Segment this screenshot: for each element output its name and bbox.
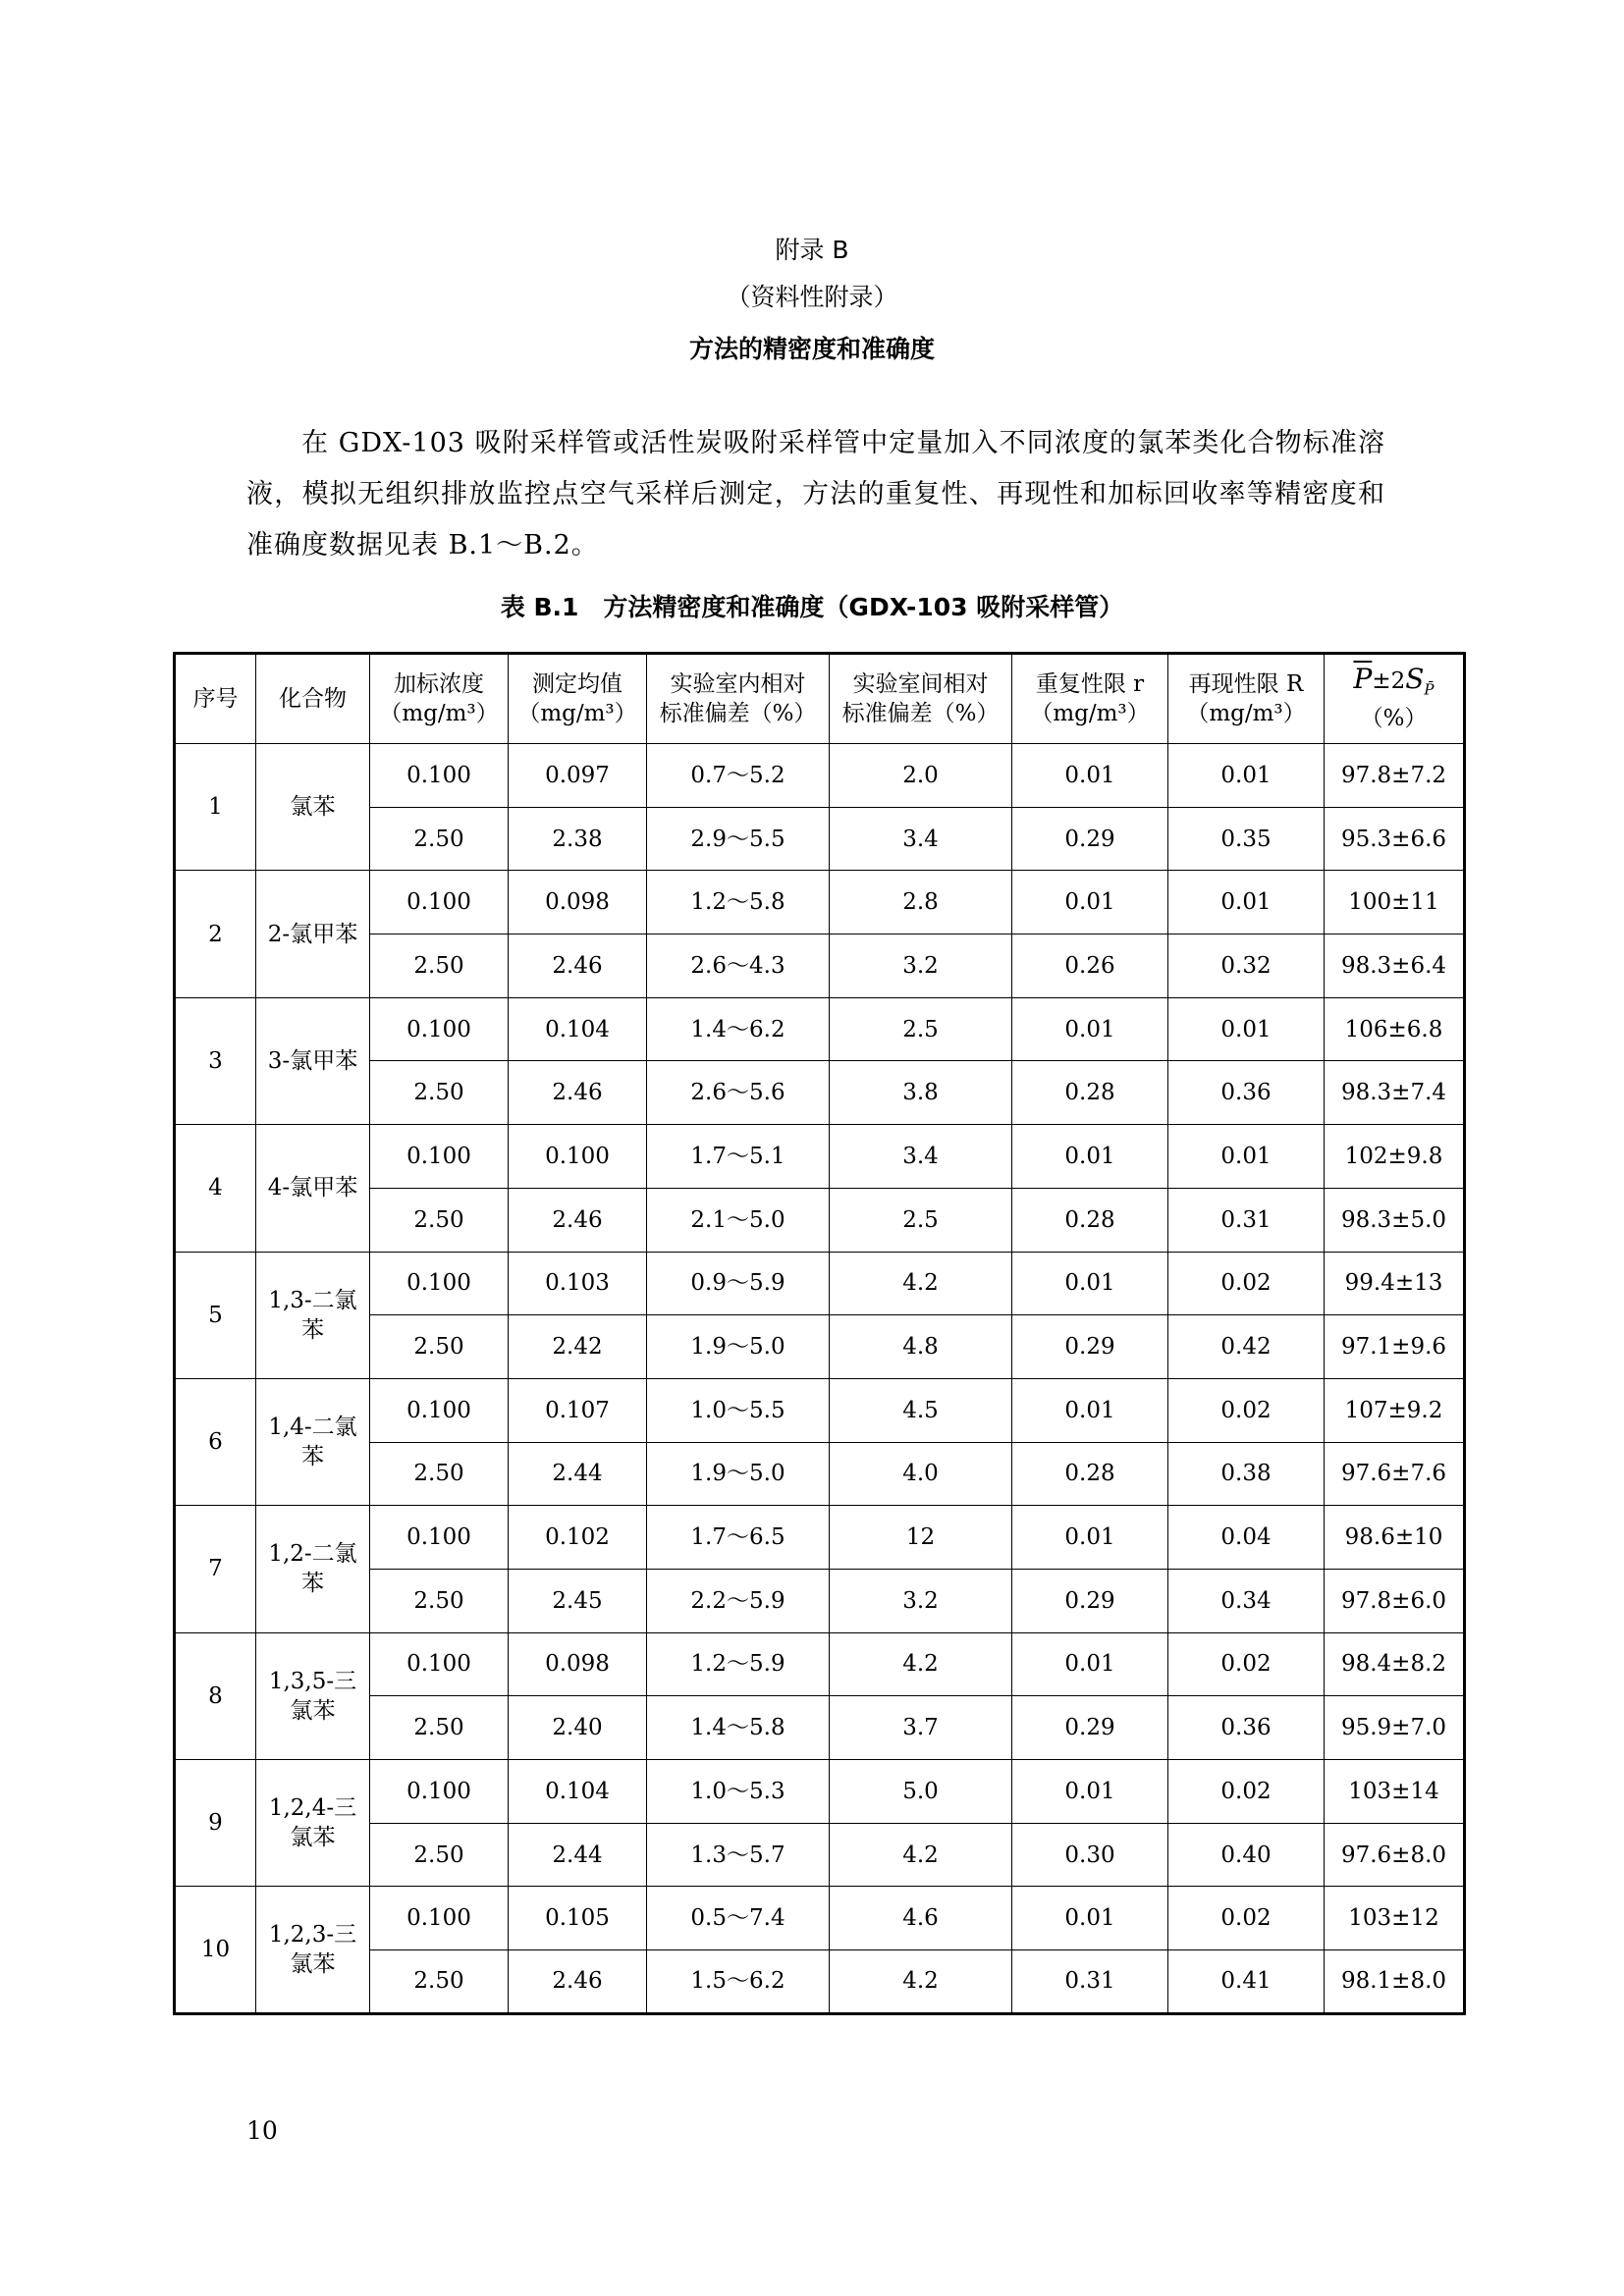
cell-measured-mean: 2.44 (509, 1823, 647, 1887)
cell-reproducibility-limit: 0.02 (1168, 1887, 1325, 1950)
cell-spike-concentration: 2.50 (370, 1696, 509, 1760)
cell-spike-concentration: 0.100 (370, 1760, 509, 1824)
p-bar-symbol: $\overline{P}$ (1353, 662, 1373, 695)
table-row (175, 1760, 1465, 1824)
table-row (175, 1506, 1465, 1570)
cell-spike-concentration: 0.100 (370, 1125, 509, 1189)
cell-intralab-rsd: 1.7～5.1 (647, 1125, 830, 1189)
cell-no: 10 (175, 1887, 256, 2013)
cell-reproducibility-limit: 0.36 (1168, 1696, 1325, 1760)
cell-reproducibility-limit: 0.34 (1168, 1569, 1325, 1632)
cell-reproducibility-limit: 0.04 (1168, 1506, 1325, 1570)
cell-intralab-rsd: 1.9～5.0 (647, 1315, 830, 1379)
cell-measured-mean: 0.102 (509, 1506, 647, 1570)
cell-intralab-rsd: 1.4～5.8 (647, 1696, 830, 1760)
cell-no: 9 (175, 1760, 256, 1887)
cell-intralab-rsd: 1.7～6.5 (647, 1506, 830, 1570)
cell-reproducibility-limit: 0.01 (1168, 997, 1325, 1061)
cell-measured-mean: 2.38 (509, 807, 647, 871)
cell-intralab-rsd: 2.2～5.9 (647, 1569, 830, 1632)
cell-reproducibility-limit: 0.38 (1168, 1442, 1325, 1506)
cell-interlab-rsd: 4.0 (830, 1442, 1012, 1506)
cell-repeatability-limit: 0.01 (1012, 871, 1168, 934)
cell-interlab-rsd: 4.8 (830, 1315, 1012, 1379)
cell-recovery: 103±12 (1325, 1887, 1465, 1950)
cell-spike-concentration: 0.100 (370, 1378, 509, 1442)
cell-reproducibility-limit: 0.02 (1168, 1378, 1325, 1442)
cell-reproducibility-limit: 0.31 (1168, 1188, 1325, 1252)
cell-measured-mean: 2.46 (509, 1061, 647, 1125)
cell-reproducibility-limit: 0.02 (1168, 1632, 1325, 1696)
cell-recovery: 97.8±6.0 (1325, 1569, 1465, 1632)
cell-repeatability-limit: 0.28 (1012, 1442, 1168, 1506)
cell-spike-concentration: 0.100 (370, 871, 509, 934)
cell-recovery: 98.4±8.2 (1325, 1632, 1465, 1696)
cell-reproducibility-limit: 0.32 (1168, 934, 1325, 998)
table-row (175, 1378, 1465, 1442)
cell-measured-mean: 0.107 (509, 1378, 647, 1442)
table-row (175, 1252, 1465, 1315)
cell-interlab-rsd: 3.2 (830, 1569, 1012, 1632)
cell-reproducibility-limit: 0.41 (1168, 1950, 1325, 2014)
header-intralab-rsd: 实验室内相对 标准偏差（%） (647, 654, 830, 744)
header-compound: 化合物 (256, 654, 370, 744)
cell-intralab-rsd: 1.2～5.9 (647, 1632, 830, 1696)
cell-interlab-rsd: 3.4 (830, 807, 1012, 871)
cell-recovery: 98.3±6.4 (1325, 934, 1465, 998)
cell-spike-concentration: 2.50 (370, 1315, 509, 1379)
cell-intralab-rsd: 2.6～5.6 (647, 1061, 830, 1125)
cell-recovery: 95.3±6.6 (1325, 807, 1465, 871)
cell-spike-concentration: 2.50 (370, 1569, 509, 1632)
cell-recovery: 98.6±10 (1325, 1506, 1465, 1570)
intro-paragraph: 在 GDX-103 吸附采样管或活性炭吸附采样管中定量加入不同浓度的氯苯类化合物标准溶液，模拟无组织排放监控点空气采样后测定，方法的重复性、再现性和加标回收率等精密度和准确度数据见表 B.1～B.2。 (246, 428, 1385, 561)
cell-compound: 1,4-二氯苯 (256, 1378, 370, 1505)
header-no: 序号 (175, 654, 256, 744)
cell-intralab-rsd: 2.6～4.3 (647, 934, 830, 998)
cell-intralab-rsd: 1.0～5.5 (647, 1378, 830, 1442)
cell-spike-concentration: 0.100 (370, 997, 509, 1061)
cell-interlab-rsd: 3.4 (830, 1125, 1012, 1189)
cell-measured-mean: 2.46 (509, 1950, 647, 2014)
cell-reproducibility-limit: 0.02 (1168, 1252, 1325, 1315)
cell-repeatability-limit: 0.29 (1012, 1315, 1168, 1379)
cell-intralab-rsd: 2.1～5.0 (647, 1188, 830, 1252)
cell-repeatability-limit: 0.31 (1012, 1950, 1168, 2014)
cell-repeatability-limit: 0.01 (1012, 997, 1168, 1061)
cell-measured-mean: 2.46 (509, 934, 647, 998)
cell-repeatability-limit: 0.28 (1012, 1061, 1168, 1125)
cell-intralab-rsd: 1.4～6.2 (647, 997, 830, 1061)
cell-measured-mean: 2.42 (509, 1315, 647, 1379)
cell-recovery: 97.6±8.0 (1325, 1823, 1465, 1887)
cell-recovery: 97.8±7.2 (1325, 744, 1465, 808)
cell-spike-concentration: 2.50 (370, 934, 509, 998)
cell-repeatability-limit: 0.29 (1012, 807, 1168, 871)
cell-measured-mean: 0.104 (509, 997, 647, 1061)
cell-recovery: 100±11 (1325, 871, 1465, 934)
cell-measured-mean: 0.097 (509, 744, 647, 808)
table-caption: 表 B.1 方法精密度和准确度（GDX-103 吸附采样管） (500, 593, 1124, 621)
cell-reproducibility-limit: 0.36 (1168, 1061, 1325, 1125)
cell-repeatability-limit: 0.01 (1012, 1252, 1168, 1315)
cell-recovery: 102±9.8 (1325, 1125, 1465, 1189)
cell-interlab-rsd: 4.2 (830, 1823, 1012, 1887)
table-header-row (175, 654, 1465, 744)
cell-interlab-rsd: 2.5 (830, 1188, 1012, 1252)
cell-interlab-rsd: 4.2 (830, 1950, 1012, 2014)
cell-spike-concentration: 2.50 (370, 1442, 509, 1506)
cell-compound: 1,2-二氯苯 (256, 1506, 370, 1632)
cell-interlab-rsd: 4.2 (830, 1252, 1012, 1315)
cell-spike-concentration: 0.100 (370, 1506, 509, 1570)
cell-recovery: 106±6.8 (1325, 997, 1465, 1061)
cell-reproducibility-limit: 0.01 (1168, 1125, 1325, 1189)
cell-intralab-rsd: 1.5～6.2 (647, 1950, 830, 2014)
table-body (175, 744, 1465, 2014)
cell-recovery: 103±14 (1325, 1760, 1465, 1824)
cell-compound: 4-氯甲苯 (256, 1125, 370, 1252)
cell-interlab-rsd: 3.7 (830, 1696, 1012, 1760)
appendix-label: 附录 B (775, 236, 849, 264)
cell-measured-mean: 2.40 (509, 1696, 647, 1760)
cell-no: 6 (175, 1378, 256, 1505)
cell-no: 7 (175, 1506, 256, 1632)
cell-reproducibility-limit: 0.35 (1168, 807, 1325, 871)
appendix-title: 方法的精密度和准确度 (688, 335, 935, 363)
cell-measured-mean: 0.098 (509, 1632, 647, 1696)
cell-repeatability-limit: 0.26 (1012, 934, 1168, 998)
cell-measured-mean: 0.100 (509, 1125, 647, 1189)
cell-spike-concentration: 2.50 (370, 1188, 509, 1252)
cell-repeatability-limit: 0.30 (1012, 1823, 1168, 1887)
cell-repeatability-limit: 0.01 (1012, 1506, 1168, 1570)
cell-recovery: 97.6±7.6 (1325, 1442, 1465, 1506)
cell-measured-mean: 2.46 (509, 1188, 647, 1252)
precision-accuracy-table (173, 652, 1466, 2015)
cell-interlab-rsd: 4.2 (830, 1632, 1012, 1696)
cell-recovery: 97.1±9.6 (1325, 1315, 1465, 1379)
header-measured-mean: 测定均值 （mg/m³） (509, 654, 647, 744)
cell-repeatability-limit: 0.01 (1012, 744, 1168, 808)
cell-interlab-rsd: 2.5 (830, 997, 1012, 1061)
cell-intralab-rsd: 1.3～5.7 (647, 1823, 830, 1887)
cell-intralab-rsd: 0.9～5.9 (647, 1252, 830, 1315)
table-row (175, 997, 1465, 1061)
cell-measured-mean: 0.103 (509, 1252, 647, 1315)
cell-spike-concentration: 0.100 (370, 1632, 509, 1696)
cell-spike-concentration: 2.50 (370, 1061, 509, 1125)
cell-reproducibility-limit: 0.02 (1168, 1760, 1325, 1824)
cell-measured-mean: 0.104 (509, 1760, 647, 1824)
cell-interlab-rsd: 5.0 (830, 1760, 1012, 1824)
cell-recovery: 98.3±5.0 (1325, 1188, 1465, 1252)
cell-recovery: 95.9±7.0 (1325, 1696, 1465, 1760)
cell-spike-concentration: 2.50 (370, 807, 509, 871)
table-row (175, 871, 1465, 934)
cell-no: 4 (175, 1125, 256, 1252)
cell-spike-concentration: 2.50 (370, 1950, 509, 2014)
cell-no: 1 (175, 744, 256, 871)
cell-interlab-rsd: 12 (830, 1506, 1012, 1570)
cell-intralab-rsd: 1.9～5.0 (647, 1442, 830, 1506)
cell-reproducibility-limit: 0.42 (1168, 1315, 1325, 1379)
cell-intralab-rsd: 0.7～5.2 (647, 744, 830, 808)
cell-reproducibility-limit: 0.40 (1168, 1823, 1325, 1887)
cell-spike-concentration: 0.100 (370, 1887, 509, 1950)
cell-interlab-rsd: 3.2 (830, 934, 1012, 998)
cell-measured-mean: 0.105 (509, 1887, 647, 1950)
cell-repeatability-limit: 0.29 (1012, 1696, 1168, 1760)
cell-spike-concentration: 2.50 (370, 1823, 509, 1887)
cell-intralab-rsd: 2.9～5.5 (647, 807, 830, 871)
cell-reproducibility-limit: 0.01 (1168, 744, 1325, 808)
header-spike-concentration: 加标浓度 （mg/m³） (370, 654, 509, 744)
cell-no: 5 (175, 1252, 256, 1378)
cell-repeatability-limit: 0.01 (1012, 1887, 1168, 1950)
cell-compound: 3-氯甲苯 (256, 997, 370, 1124)
cell-intralab-rsd: 1.0～5.3 (647, 1760, 830, 1824)
cell-no: 8 (175, 1632, 256, 1759)
cell-intralab-rsd: 1.2～5.8 (647, 871, 830, 934)
cell-no: 3 (175, 997, 256, 1124)
cell-compound: 2-氯甲苯 (256, 871, 370, 997)
cell-recovery: 99.4±13 (1325, 1252, 1465, 1315)
cell-interlab-rsd: 2.8 (830, 871, 1012, 934)
cell-intralab-rsd: 0.5～7.4 (647, 1887, 830, 1950)
cell-spike-concentration: 0.100 (370, 1252, 509, 1315)
cell-repeatability-limit: 0.29 (1012, 1569, 1168, 1632)
header-reproducibility: 再现性限 R （mg/m³） (1168, 654, 1325, 744)
cell-no: 2 (175, 871, 256, 997)
table-row (175, 1125, 1465, 1189)
table-row (175, 1632, 1465, 1696)
cell-compound: 1,2,3-三氯苯 (256, 1887, 370, 2013)
cell-repeatability-limit: 0.01 (1012, 1378, 1168, 1442)
cell-compound: 1,3-二氯苯 (256, 1252, 370, 1378)
cell-interlab-rsd: 3.8 (830, 1061, 1012, 1125)
header-repeatability: 重复性限 r （mg/m³） (1012, 654, 1168, 744)
cell-interlab-rsd: 4.5 (830, 1378, 1012, 1442)
cell-recovery: 98.1±8.0 (1325, 1950, 1465, 2014)
table-row (175, 744, 1465, 808)
appendix-type: （资料性附录） (726, 283, 898, 311)
cell-compound: 氯苯 (256, 744, 370, 871)
cell-repeatability-limit: 0.28 (1012, 1188, 1168, 1252)
header-interlab-rsd: 实验室间相对 标准偏差（%） (830, 654, 1012, 744)
cell-measured-mean: 2.45 (509, 1569, 647, 1632)
cell-measured-mean: 0.098 (509, 871, 647, 934)
table-row (175, 1887, 1465, 1950)
s-p-symbol: $S_{P̄}$ (1405, 662, 1435, 699)
cell-recovery: 98.3±7.4 (1325, 1061, 1465, 1125)
page-number: 10 (246, 2116, 278, 2145)
cell-interlab-rsd: 4.6 (830, 1887, 1012, 1950)
cell-recovery: 107±9.2 (1325, 1378, 1465, 1442)
header-recovery: $\overline{P}\pm 2S_{P̄}$ （%） (1325, 654, 1465, 744)
cell-repeatability-limit: 0.01 (1012, 1632, 1168, 1696)
cell-measured-mean: 2.44 (509, 1442, 647, 1506)
cell-interlab-rsd: 2.0 (830, 744, 1012, 808)
cell-spike-concentration: 0.100 (370, 744, 509, 808)
cell-repeatability-limit: 0.01 (1012, 1125, 1168, 1189)
cell-repeatability-limit: 0.01 (1012, 1760, 1168, 1824)
cell-reproducibility-limit: 0.01 (1168, 871, 1325, 934)
cell-compound: 1,3,5-三氯苯 (256, 1632, 370, 1759)
cell-compound: 1,2,4-三氯苯 (256, 1760, 370, 1887)
